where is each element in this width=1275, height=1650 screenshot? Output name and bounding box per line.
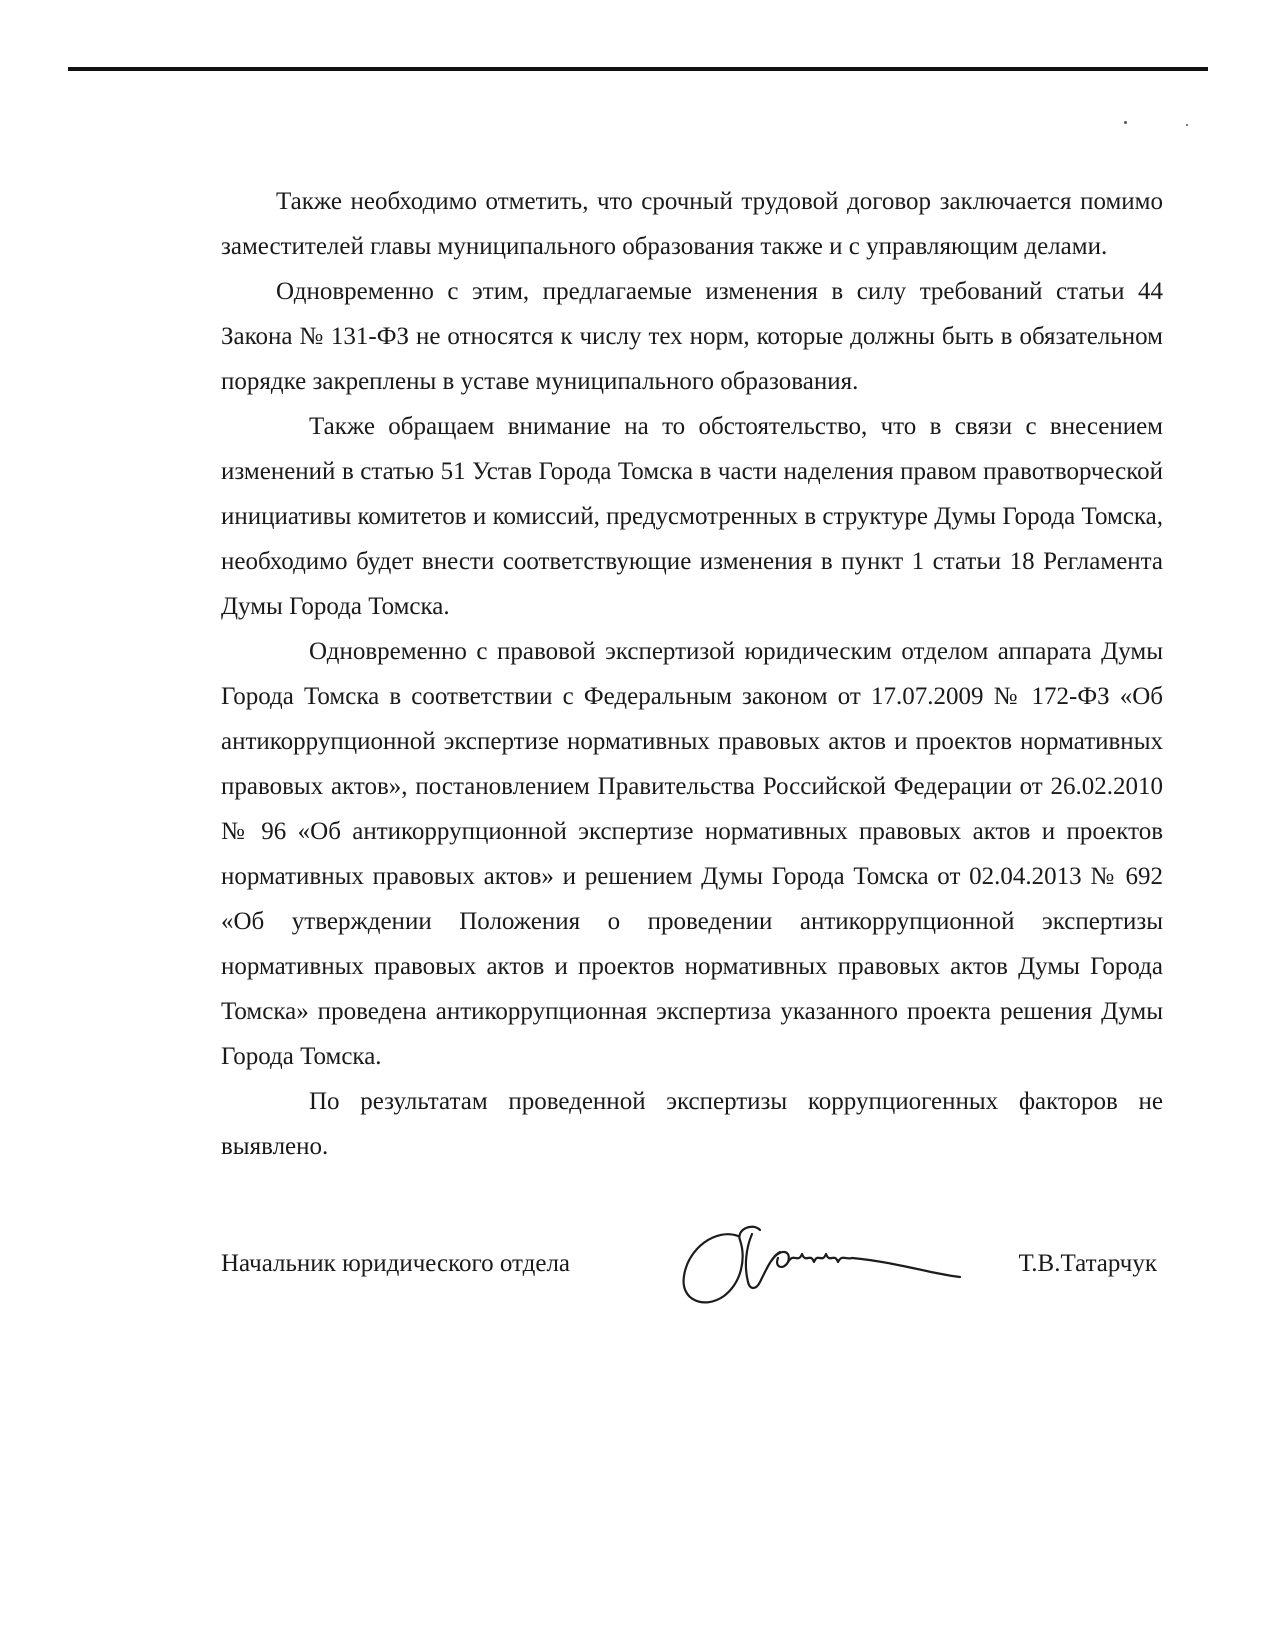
paragraph-charter-article-51: Также обращаем внимание на то обстоятельство, что в связи с внесением изменений в статью 51 Устав Города Томска в части наделения правом правотворческой инициативы комитетов и комиссий, предусмотренных в структуре Думы Города Томска, необходимо будет внести соответствующие изменения в пункт 1 статьи 18 Регламента Думы Города Томска. [221, 413, 1163, 620]
top-horizontal-rule [68, 67, 1208, 71]
signatory-name: Т.В.Татарчук [1018, 1250, 1157, 1277]
handwritten-signature-icon [676, 1208, 966, 1318]
paragraph-review-result: По результатам проведенной экспертизы коррупциогенных факторов не выявлено. [221, 1088, 1163, 1160]
document-body [221, 179, 1163, 1169]
signatory-position: Начальник юридического отдела [221, 1250, 571, 1277]
paragraph-fixed-term-contract: Также необходимо отметить, что срочный трудовой договор заключается помимо заместителей главы муниципального образования также и с управляющим делами. [221, 188, 1163, 260]
scan-speck [1124, 121, 1127, 124]
scan-speck [1186, 124, 1188, 126]
signature-block [221, 1208, 1163, 1318]
paragraph-anticorruption-review: Одновременно с правовой экспертизой юридическим отделом аппарата Думы Города Томска в соответствии с Федеральным законом от 17.07.2009 № 172-ФЗ «Об антикоррупционной экспертизе нормативных правовых актов и проектов нормативных правовых актов», постановлением Правительства Российской Федерации от 26.02.2010 № 96 «Об антикоррупционной экспертизе нормативных правовых актов и проектов нормативных правовых актов» и решением Думы Города Томска от 02.04.2013 № 692 «Об утверждении Положения о проведении антикоррупционной экспертизы нормативных правовых актов и проектов нормативных правовых актов Думы Города Томска» проведена антикоррупционная экспертиза указанного проекта решения Думы Города Томска. [221, 638, 1163, 1070]
paragraph-law-131: Одновременно с этим, предлагаемые изменения в силу требований статьи 44 Закона № 131-ФЗ не относятся к числу тех норм, которые должны быть в обязательном порядке закреплены в уставе муниципального образования. [221, 278, 1163, 395]
